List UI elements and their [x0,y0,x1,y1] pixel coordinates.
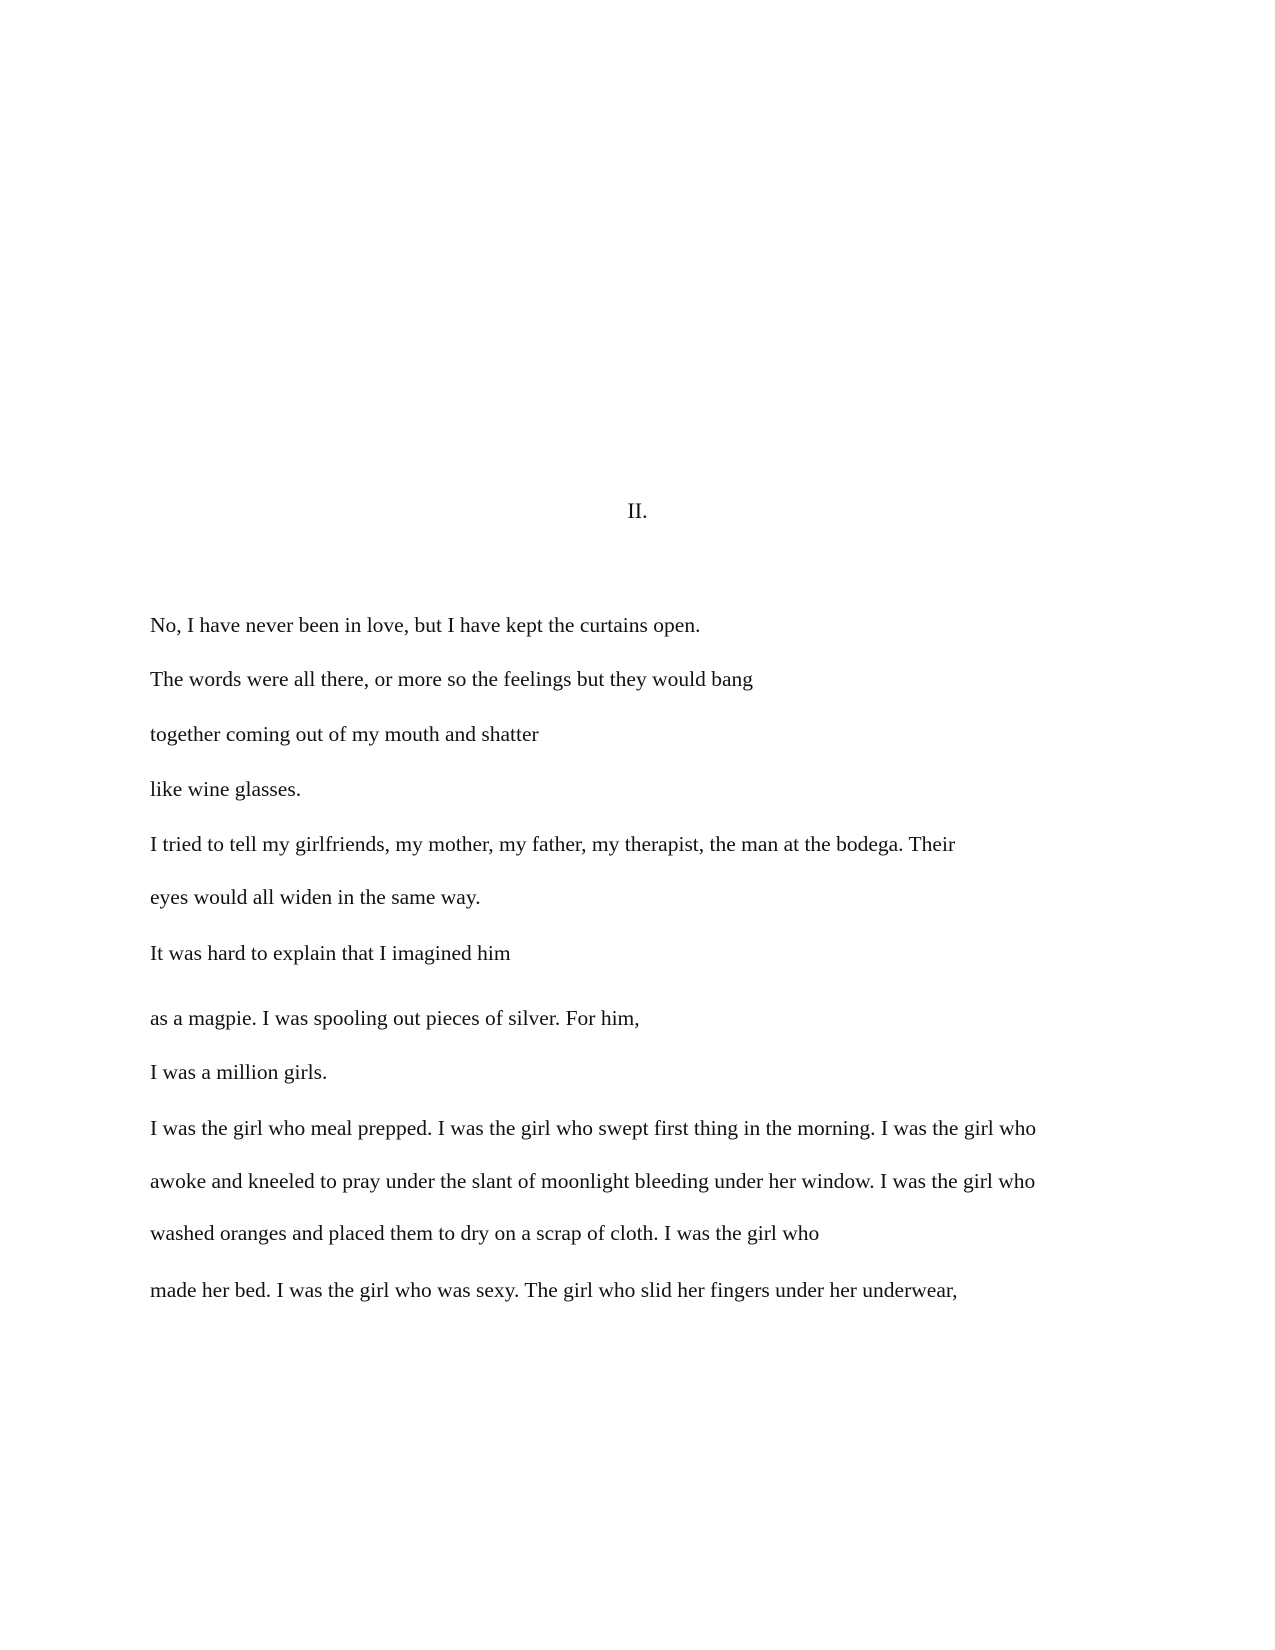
poem-line: I was the girl who meal prepped. I was the girl who swept first thing in the morning. I was the girl who [150,1116,1037,1140]
poem-line: No, I have never been in love, but I have kept the curtains open. [150,613,701,637]
poem-line: like wine glasses. [150,777,302,801]
poem-line: together coming out of my mouth and shatter [150,722,539,746]
poem-line: I was a million girls. [150,1060,328,1084]
poem-line: awoke and kneeled to pray under the slant of moonlight bleeding under her window. I was the girl who [150,1169,1036,1193]
poem-line: It was hard to explain that I imagined him [150,941,511,965]
section-heading: II. [627,498,648,523]
poem-line: The words were all there, or more so the feelings but they would bang [150,667,754,691]
poem-line: I tried to tell my girlfriends, my mother, my father, my therapist, the man at the bodega. Their [150,832,956,856]
poem-line: made her bed. I was the girl who was sexy. The girl who slid her fingers under her underwear, [150,1278,958,1302]
poem-line: washed oranges and placed them to dry on a scrap of cloth. I was the girl who [150,1221,820,1245]
poem-line: as a magpie. I was spooling out pieces of silver. For him, [150,1006,640,1030]
poem-line: eyes would all widen in the same way. [150,885,481,909]
